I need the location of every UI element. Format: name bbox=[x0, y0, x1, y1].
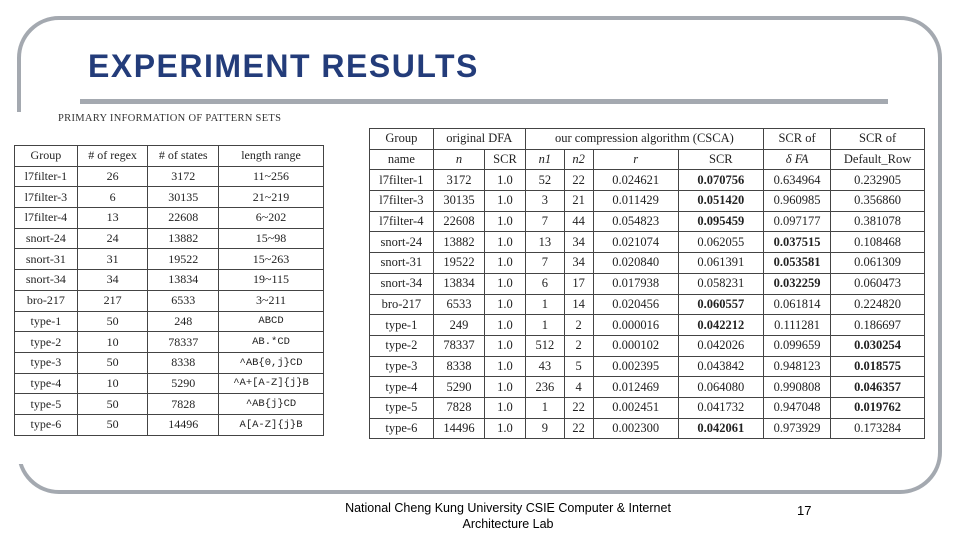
results-subheader-cell: Default_Row bbox=[831, 149, 925, 170]
table-cell: 6533 bbox=[433, 294, 484, 315]
table-cell: 0.032259 bbox=[763, 273, 830, 294]
pattern-sets-caption: PRIMARY INFORMATION OF PATTERN SETS bbox=[58, 113, 282, 124]
table-cell: 0.960985 bbox=[763, 191, 830, 212]
table-cell: 30135 bbox=[433, 191, 484, 212]
table-cell: 0.000102 bbox=[593, 335, 678, 356]
table-cell: 0.021074 bbox=[593, 232, 678, 253]
pattern-sets-header-cell: Group bbox=[15, 146, 78, 167]
table-cell: 1.0 bbox=[485, 397, 526, 418]
footer-affiliation: National Cheng Kung University CSIE Computer & Internet Architecture Lab bbox=[345, 501, 671, 531]
table-row bbox=[15, 311, 324, 332]
table-cell: 6533 bbox=[148, 290, 219, 311]
table-cell: 50 bbox=[77, 414, 148, 435]
table-cell: 78337 bbox=[433, 335, 484, 356]
table-cell: 22 bbox=[564, 170, 593, 191]
table-cell: 0.051420 bbox=[678, 191, 763, 212]
results-body bbox=[370, 170, 925, 439]
table-cell: 5290 bbox=[433, 377, 484, 398]
table-cell: type-2 bbox=[370, 335, 434, 356]
table-cell: 0.054823 bbox=[593, 211, 678, 232]
table-cell: 5290 bbox=[148, 373, 219, 394]
table-cell: 13 bbox=[77, 208, 148, 229]
table-cell: 10 bbox=[77, 373, 148, 394]
table-cell: 22 bbox=[564, 397, 593, 418]
table-cell: type-4 bbox=[370, 377, 434, 398]
table-cell: 1.0 bbox=[485, 273, 526, 294]
table-cell: 0.062055 bbox=[678, 232, 763, 253]
table-cell: 34 bbox=[77, 270, 148, 291]
table-cell: 1.0 bbox=[485, 211, 526, 232]
results-subheader-cell: SCR bbox=[678, 149, 763, 170]
table-cell: 3~211 bbox=[219, 290, 324, 311]
table-row bbox=[370, 335, 925, 356]
table-row bbox=[15, 352, 324, 373]
pattern-sets-header-cell: # of states bbox=[148, 146, 219, 167]
table-cell: 10 bbox=[77, 332, 148, 353]
results-header-row-sub bbox=[370, 149, 925, 170]
table-cell: snort-34 bbox=[15, 270, 78, 291]
table-cell: 3172 bbox=[433, 170, 484, 191]
table-cell: 0.232905 bbox=[831, 170, 925, 191]
table-cell: 4 bbox=[564, 377, 593, 398]
table-cell: 8338 bbox=[433, 356, 484, 377]
pattern-sets-body bbox=[15, 166, 324, 435]
table-cell: 14496 bbox=[148, 414, 219, 435]
table-row bbox=[15, 414, 324, 435]
table-cell: type-6 bbox=[370, 418, 434, 439]
table-cell: l7filter-1 bbox=[15, 166, 78, 187]
table-cell: 512 bbox=[525, 335, 564, 356]
table-row bbox=[15, 373, 324, 394]
results-subheader-cell: n bbox=[433, 149, 484, 170]
table-cell: 50 bbox=[77, 352, 148, 373]
table-cell: 0.061814 bbox=[763, 294, 830, 315]
table-cell: 0.058231 bbox=[678, 273, 763, 294]
results-subheader-cell: name bbox=[370, 149, 434, 170]
table-cell: 1 bbox=[525, 294, 564, 315]
results-subheader-cell: r bbox=[593, 149, 678, 170]
table-row bbox=[15, 228, 324, 249]
table-cell: 0.224820 bbox=[831, 294, 925, 315]
table-cell: 7828 bbox=[433, 397, 484, 418]
table-cell: A[A-Z]{j}B bbox=[219, 414, 324, 435]
table-row bbox=[15, 166, 324, 187]
table-cell: 34 bbox=[564, 232, 593, 253]
table-cell: type-1 bbox=[15, 311, 78, 332]
table-cell: type-5 bbox=[370, 397, 434, 418]
table-cell: 1 bbox=[525, 315, 564, 336]
table-cell: bro-217 bbox=[15, 290, 78, 311]
table-cell: AB.*CD bbox=[219, 332, 324, 353]
table-cell: 0.012469 bbox=[593, 377, 678, 398]
table-cell: type-2 bbox=[15, 332, 78, 353]
table-cell: 3172 bbox=[148, 166, 219, 187]
table-cell: 0.043842 bbox=[678, 356, 763, 377]
table-cell: 19522 bbox=[433, 253, 484, 274]
table-cell: 22 bbox=[564, 418, 593, 439]
results-subheader-cell: SCR bbox=[485, 149, 526, 170]
table-cell: 0.024621 bbox=[593, 170, 678, 191]
table-row bbox=[15, 270, 324, 291]
table-cell: 0.186697 bbox=[831, 315, 925, 336]
table-cell: 1.0 bbox=[485, 377, 526, 398]
table-cell: 22608 bbox=[433, 211, 484, 232]
table-cell: 0.061391 bbox=[678, 253, 763, 274]
table-cell: 2 bbox=[564, 315, 593, 336]
table-cell: 13834 bbox=[148, 270, 219, 291]
table-cell: 217 bbox=[77, 290, 148, 311]
table-row bbox=[370, 315, 925, 336]
table-cell: 26 bbox=[77, 166, 148, 187]
table-cell: l7filter-4 bbox=[370, 211, 434, 232]
table-cell: 7828 bbox=[148, 394, 219, 415]
table-row bbox=[15, 187, 324, 208]
table-cell: 236 bbox=[525, 377, 564, 398]
table-cell: 0.020456 bbox=[593, 294, 678, 315]
table-cell: 0.061309 bbox=[831, 253, 925, 274]
table-cell: l7filter-3 bbox=[370, 191, 434, 212]
table-cell: 0.000016 bbox=[593, 315, 678, 336]
table-row bbox=[370, 418, 925, 439]
table-cell: 0.011429 bbox=[593, 191, 678, 212]
table-cell: 0.017938 bbox=[593, 273, 678, 294]
table-cell: 0.002395 bbox=[593, 356, 678, 377]
table-cell: 0.002300 bbox=[593, 418, 678, 439]
table-row bbox=[15, 394, 324, 415]
table-row bbox=[370, 356, 925, 377]
table-cell: 21~219 bbox=[219, 187, 324, 208]
slide-title: EXPERIMENT RESULTS bbox=[88, 48, 479, 84]
table-cell: 13 bbox=[525, 232, 564, 253]
table-row bbox=[370, 232, 925, 253]
table-cell: ^AB{j}CD bbox=[219, 394, 324, 415]
table-cell: 0.002451 bbox=[593, 397, 678, 418]
table-row bbox=[370, 170, 925, 191]
results-subheader-cell: δ FA bbox=[763, 149, 830, 170]
table-row bbox=[370, 253, 925, 274]
table-cell: 13882 bbox=[433, 232, 484, 253]
table-cell: 0.173284 bbox=[831, 418, 925, 439]
pattern-sets-table bbox=[14, 145, 324, 436]
header-csca: our compression algorithm (CSCA) bbox=[525, 129, 763, 150]
table-cell: l7filter-1 bbox=[370, 170, 434, 191]
table-cell: 6 bbox=[525, 273, 564, 294]
table-cell: 6~202 bbox=[219, 208, 324, 229]
table-cell: 0.030254 bbox=[831, 335, 925, 356]
table-cell: 5 bbox=[564, 356, 593, 377]
table-cell: 14 bbox=[564, 294, 593, 315]
table-cell: 3 bbox=[525, 191, 564, 212]
table-cell: 14496 bbox=[433, 418, 484, 439]
header-scr-default: SCR of bbox=[831, 129, 925, 150]
table-cell: type-6 bbox=[15, 414, 78, 435]
page-number: 17 bbox=[797, 503, 812, 518]
table-cell: bro-217 bbox=[370, 294, 434, 315]
table-cell: 31 bbox=[77, 249, 148, 270]
table-cell: 9 bbox=[525, 418, 564, 439]
header-original-dfa: original DFA bbox=[433, 129, 525, 150]
table-cell: 0.070756 bbox=[678, 170, 763, 191]
table-cell: 1 bbox=[525, 397, 564, 418]
table-cell: ABCD bbox=[219, 311, 324, 332]
table-cell: 0.634964 bbox=[763, 170, 830, 191]
table-cell: 248 bbox=[148, 311, 219, 332]
table-cell: 0.095459 bbox=[678, 211, 763, 232]
table-cell: 1.0 bbox=[485, 315, 526, 336]
table-cell: snort-31 bbox=[15, 249, 78, 270]
table-cell: 78337 bbox=[148, 332, 219, 353]
table-cell: 22608 bbox=[148, 208, 219, 229]
table-cell: 0.381078 bbox=[831, 211, 925, 232]
table-cell: snort-24 bbox=[15, 228, 78, 249]
table-cell: 0.053581 bbox=[763, 253, 830, 274]
pattern-sets-header-cell: length range bbox=[219, 146, 324, 167]
results-header-row-top bbox=[370, 129, 925, 150]
header-group: Group bbox=[370, 129, 434, 150]
table-row bbox=[15, 249, 324, 270]
table-row bbox=[370, 294, 925, 315]
table-cell: 8338 bbox=[148, 352, 219, 373]
table-cell: 1.0 bbox=[485, 418, 526, 439]
table-cell: ^AB{0,j}CD bbox=[219, 352, 324, 373]
table-cell: 0.060473 bbox=[831, 273, 925, 294]
table-row bbox=[15, 290, 324, 311]
table-cell: 0.099659 bbox=[763, 335, 830, 356]
table-row bbox=[370, 211, 925, 232]
table-cell: 0.097177 bbox=[763, 211, 830, 232]
table-cell: snort-34 bbox=[370, 273, 434, 294]
table-cell: 0.064080 bbox=[678, 377, 763, 398]
table-cell: 0.990808 bbox=[763, 377, 830, 398]
table-cell: 0.111281 bbox=[763, 315, 830, 336]
table-cell: 0.060557 bbox=[678, 294, 763, 315]
table-cell: 43 bbox=[525, 356, 564, 377]
table-cell: 1.0 bbox=[485, 294, 526, 315]
table-cell: 24 bbox=[77, 228, 148, 249]
table-cell: 13882 bbox=[148, 228, 219, 249]
table-cell: 0.973929 bbox=[763, 418, 830, 439]
table-cell: 44 bbox=[564, 211, 593, 232]
table-cell: 0.018575 bbox=[831, 356, 925, 377]
table-cell: 17 bbox=[564, 273, 593, 294]
table-cell: snort-31 bbox=[370, 253, 434, 274]
table-cell: 0.037515 bbox=[763, 232, 830, 253]
title-underline bbox=[80, 99, 888, 104]
table-cell: type-3 bbox=[15, 352, 78, 373]
table-cell: 52 bbox=[525, 170, 564, 191]
table-cell: 15~263 bbox=[219, 249, 324, 270]
table-cell: 30135 bbox=[148, 187, 219, 208]
table-cell: 0.356860 bbox=[831, 191, 925, 212]
table-cell: 0.041732 bbox=[678, 397, 763, 418]
table-row bbox=[370, 377, 925, 398]
table-cell: snort-24 bbox=[370, 232, 434, 253]
compression-results-table bbox=[369, 128, 925, 439]
results-subheader-cell: n1 bbox=[525, 149, 564, 170]
table-cell: 7 bbox=[525, 211, 564, 232]
table-cell: type-1 bbox=[370, 315, 434, 336]
table-row bbox=[15, 208, 324, 229]
table-cell: type-5 bbox=[15, 394, 78, 415]
table-cell: 0.042212 bbox=[678, 315, 763, 336]
table-cell: 1.0 bbox=[485, 170, 526, 191]
table-cell: 1.0 bbox=[485, 335, 526, 356]
table-row bbox=[370, 273, 925, 294]
table-cell: l7filter-4 bbox=[15, 208, 78, 229]
table-cell: 34 bbox=[564, 253, 593, 274]
table-cell: 0.042026 bbox=[678, 335, 763, 356]
table-cell: 0.020840 bbox=[593, 253, 678, 274]
table-cell: 19~115 bbox=[219, 270, 324, 291]
table-cell: 6 bbox=[77, 187, 148, 208]
table-cell: 0.108468 bbox=[831, 232, 925, 253]
table-cell: 249 bbox=[433, 315, 484, 336]
table-row bbox=[370, 397, 925, 418]
table-cell: 19522 bbox=[148, 249, 219, 270]
table-cell: 1.0 bbox=[485, 356, 526, 377]
table-cell: 0.046357 bbox=[831, 377, 925, 398]
table-cell: 13834 bbox=[433, 273, 484, 294]
table-cell: 1.0 bbox=[485, 232, 526, 253]
table-cell: 15~98 bbox=[219, 228, 324, 249]
pattern-sets-header-cell: # of regex bbox=[77, 146, 148, 167]
table-cell: 0.019762 bbox=[831, 397, 925, 418]
table-cell: 50 bbox=[77, 311, 148, 332]
table-cell: 2 bbox=[564, 335, 593, 356]
table-cell: 1.0 bbox=[485, 253, 526, 274]
table-cell: 0.947048 bbox=[763, 397, 830, 418]
table-cell: 1.0 bbox=[485, 191, 526, 212]
table-cell: type-3 bbox=[370, 356, 434, 377]
header-scr-dfa: SCR of bbox=[763, 129, 830, 150]
results-subheader-cell: n2 bbox=[564, 149, 593, 170]
table-row bbox=[370, 191, 925, 212]
table-row bbox=[15, 332, 324, 353]
pattern-sets-header-row bbox=[15, 146, 324, 167]
table-cell: 21 bbox=[564, 191, 593, 212]
table-cell: 50 bbox=[77, 394, 148, 415]
table-cell: 0.042061 bbox=[678, 418, 763, 439]
table-cell: ^A+[A-Z]{j}B bbox=[219, 373, 324, 394]
table-cell: 11~256 bbox=[219, 166, 324, 187]
table-cell: l7filter-3 bbox=[15, 187, 78, 208]
table-cell: 7 bbox=[525, 253, 564, 274]
table-cell: type-4 bbox=[15, 373, 78, 394]
table-cell: 0.948123 bbox=[763, 356, 830, 377]
